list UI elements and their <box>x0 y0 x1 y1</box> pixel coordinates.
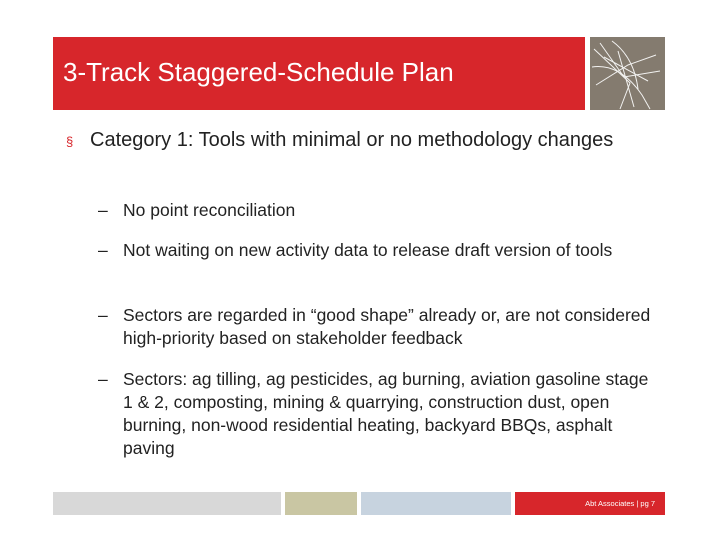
abt-logo <box>590 37 665 110</box>
footer-bar-red <box>515 492 665 515</box>
sub-bullet-dash: – <box>98 305 108 325</box>
slide-title-bar <box>53 37 585 110</box>
abt-logo-mark <box>590 37 665 110</box>
bullet-marker-icon: § <box>66 134 74 149</box>
footer-bar-olive <box>285 492 357 515</box>
sub-bullet-dash: – <box>98 369 108 389</box>
sub-bullet-text: Sectors: ag tilling, ag pesticides, ag burning, aviation gasoline stage 1 & 2, composting, mining & quarrying, construction dust, open burning, non-wood residential heating, backyard BBQs, asphalt paving <box>123 369 649 458</box>
sub-bullet-text: Not waiting on new activity data to release draft version of tools <box>123 240 613 260</box>
sub-bullet-dash: – <box>98 240 108 260</box>
slide-title: 3-Track Staggered-Schedule Plan <box>63 57 454 87</box>
sub-bullet-text: No point reconciliation <box>123 200 296 220</box>
sub-bullet-text: Sectors are regarded in “good shape” already or, are not considered high-priority based on stakeholder feedback <box>123 305 651 348</box>
footer-bar-gray <box>53 492 281 515</box>
sub-bullet-dash: – <box>98 200 108 220</box>
footer-page-label: Abt Associates | pg 7 <box>585 499 655 508</box>
footer-bar-blue <box>361 492 511 515</box>
main-bullet-text: Category 1: Tools with minimal or no methodology changes <box>90 129 614 151</box>
